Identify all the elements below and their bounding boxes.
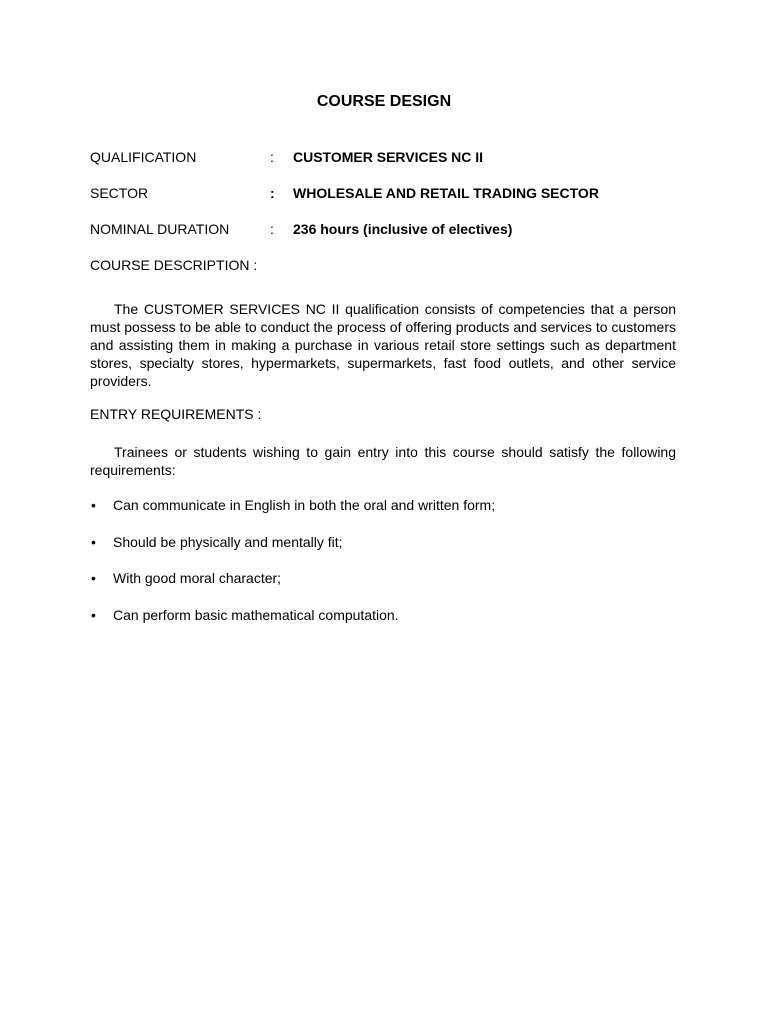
field-colon: : [270, 185, 275, 201]
field-sector [90, 185, 690, 203]
list-item [90, 534, 676, 552]
list-item-text: Should be physically and mentally fit; [113, 533, 343, 550]
field-qualification [90, 149, 690, 167]
course-description-heading: COURSE DESCRIPTION : [90, 257, 258, 273]
bullet-icon: • [91, 606, 96, 623]
field-label: QUALIFICATION [90, 149, 197, 165]
requirements-list [90, 497, 676, 643]
list-item-text: Can communicate in English in both the oral and written form; [113, 497, 496, 513]
list-item-text: With good moral character; [113, 570, 282, 586]
field-nominal-duration [90, 221, 690, 239]
field-value: CUSTOMER SERVICES NC II [293, 149, 484, 165]
entry-requirements-intro: Trainees or students wishing to gain entry into this course should satisfy the following requirements: [90, 444, 676, 478]
bullet-icon: • [91, 570, 96, 586]
field-value: WHOLESALE AND RETAIL TRADING SECTOR [293, 185, 599, 201]
field-value: 236 hours (inclusive of electives) [293, 221, 513, 237]
list-item [90, 497, 676, 515]
entry-requirements-heading: ENTRY REQUIREMENTS : [90, 406, 262, 422]
list-item-text: Can perform basic mathematical computation. [113, 606, 399, 623]
page-title: COURSE DESIGN [316, 93, 452, 110]
bullet-icon: • [91, 497, 96, 513]
list-item [90, 607, 676, 625]
field-colon: : [270, 221, 274, 237]
field-label: SECTOR [90, 185, 149, 201]
list-item [90, 570, 676, 588]
course-description-paragraph: The CUSTOMER SERVICES NC II qualification consists of competencies that a person must possess to be able to conduct the process of offering products and services to customers and assisting them in making a purchase in various retail store settings such as department stores, specialty stores, hypermarkets, supermarkets, fast food outlets, and other service providers. [90, 301, 676, 389]
field-label: NOMINAL DURATION [90, 221, 230, 237]
bullet-icon: • [91, 533, 96, 550]
field-colon: : [270, 149, 274, 165]
